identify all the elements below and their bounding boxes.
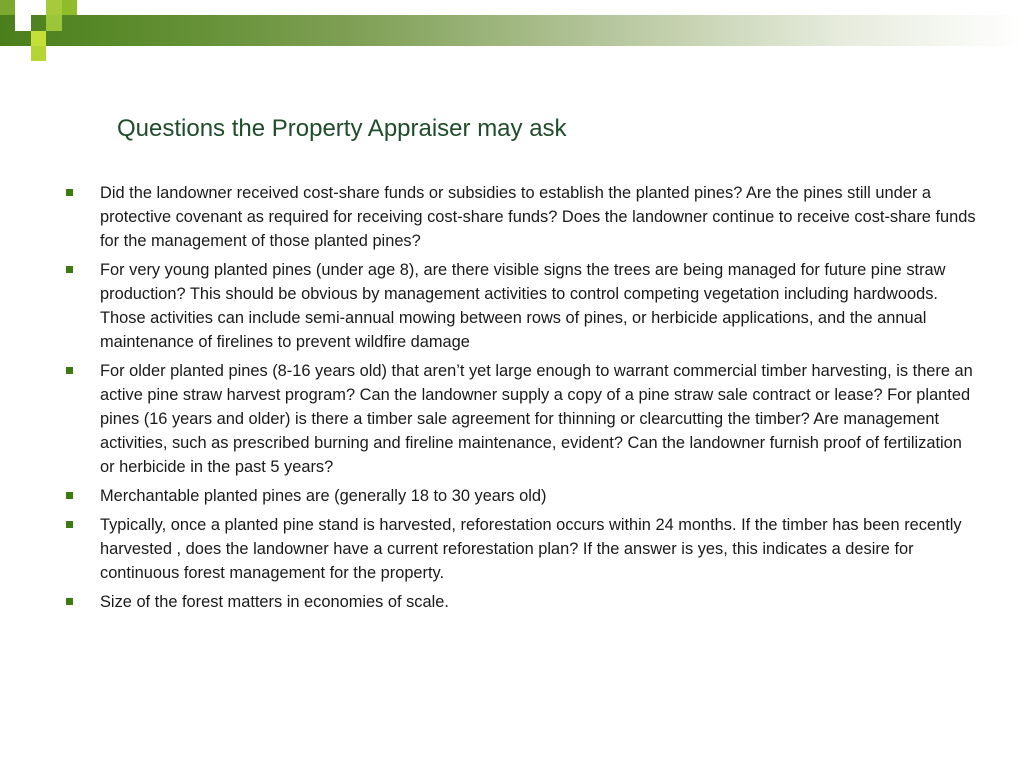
header-decoration-band [0,15,1024,46]
square-bullet-icon [66,492,73,499]
decor-square [62,0,77,15]
bullet-text: Size of the forest matters in economies of scale. [100,593,449,611]
bullet-item [64,484,976,508]
bullet-text: Merchantable planted pines are (generally 18 to 30 years old) [100,487,547,505]
bullet-item [64,590,976,614]
decor-square [31,46,46,61]
bullet-text: Did the landowner received cost-share funds or subsidies to establish the planted pines? Are the pines still under a protective covenant as required for receiving cost-share funds? Does the landowner continue to receive cost-share funds for the management of those planted pines? [100,184,976,250]
square-bullet-icon [66,598,73,605]
bullet-text: For older planted pines (8-16 years old) that aren’t yet large enough to warrant commercial timber harvesting, is there an active pine straw harvest program? Can the landowner supply a copy of a pine straw sale contract or lease? For planted pines (16 years and older) is there a timber sale agreement for thinning or clearcutting the timber? Are management activities, such as prescribed burning and fireline maintenance, evident? Can the landowner furnish proof of fertilization or herbicide in the past 5 years? [100,362,973,476]
bullet-text: For very young planted pines (under age 8), are there visible signs the trees are being managed for future pine straw production? This should be obvious by management activities to control competing vegetation including hardwoods. Those activities can include semi-annual mowing between rows of pines, or herbicide applications, and the annual maintenance of firelines to prevent wildfire damage [100,261,946,351]
square-bullet-icon [66,189,73,196]
square-bullet-icon [66,521,73,528]
slide-title: Questions the Property Appraiser may ask [117,115,567,142]
decor-square [46,15,62,31]
bullet-item [64,513,976,585]
decor-square [31,31,46,46]
bullet-item [64,181,976,253]
bullet-item [64,359,976,479]
decor-square [46,0,62,15]
square-bullet-icon [66,266,73,273]
decor-square [15,15,31,31]
bullet-item [64,258,976,354]
square-bullet-icon [66,367,73,374]
bullet-text: Typically, once a planted pine stand is harvested, reforestation occurs within 24 months. If the timber has been recently harvested , does the landowner have a current reforestation plan? If the answer is yes, this indicates a desire for continuous forest management for the property. [100,516,962,582]
bullet-list [64,181,976,619]
decor-square [0,0,15,15]
